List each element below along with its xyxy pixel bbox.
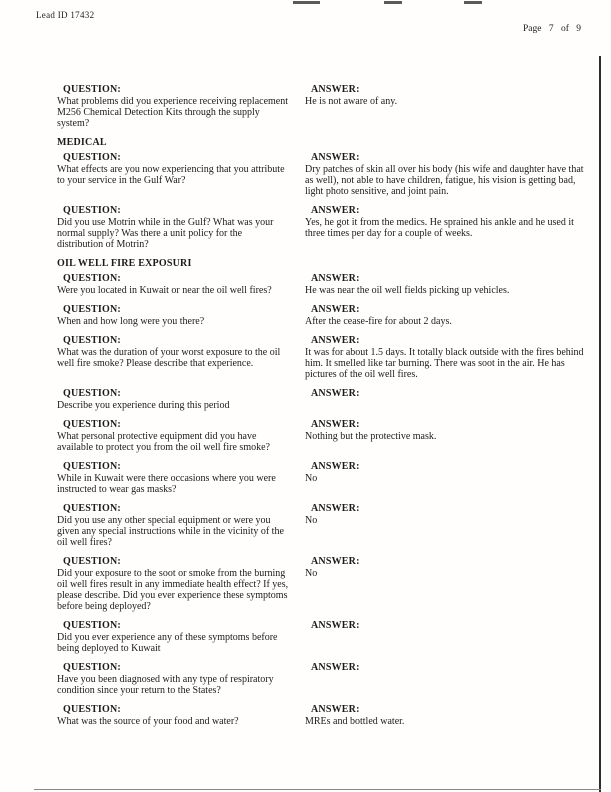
- question-text: Did you use any other special equipment or were you given any special instructions while in the vicinity of the oil well fires?: [57, 515, 284, 548]
- qa-row: [57, 304, 590, 327]
- question-text: Describe you experience during this period: [57, 400, 230, 411]
- question-cell: [57, 704, 305, 727]
- answer-label: ANSWER:: [311, 461, 360, 472]
- question-cell: [57, 419, 305, 453]
- qa-row: [57, 620, 590, 654]
- answer-label: ANSWER:: [311, 205, 360, 216]
- scan-artifact-mark: [384, 1, 402, 4]
- answer-cell: [305, 388, 590, 400]
- answer-label: ANSWER:: [311, 620, 360, 631]
- question-label: QUESTION:: [63, 388, 121, 399]
- answer-cell: [305, 704, 590, 727]
- qa-row: [57, 388, 590, 411]
- question-label: QUESTION:: [63, 556, 121, 567]
- answer-label: ANSWER:: [311, 419, 360, 430]
- answer-cell: [305, 662, 590, 674]
- question-text: When and how long were you there?: [57, 316, 205, 327]
- question-text: What personal protective equipment did you have available to protect you from the oil well fire smoke?: [57, 431, 270, 453]
- question-cell: [57, 304, 305, 327]
- answer-text: After the cease-fire for about 2 days.: [305, 316, 452, 327]
- answer-cell: [305, 273, 590, 296]
- answer-label: ANSWER:: [311, 84, 360, 95]
- answer-cell: [305, 205, 590, 239]
- answer-label: ANSWER:: [311, 503, 360, 514]
- answer-label: ANSWER:: [311, 152, 360, 163]
- question-label: QUESTION:: [63, 152, 121, 163]
- question-text: What effects are you now experiencing that you attribute to your service in the Gulf War?: [57, 164, 285, 186]
- question-cell: [57, 273, 305, 296]
- question-text: What problems did you experience receiving replacement M256 Chemical Detection Kits through the supply system?: [57, 96, 289, 129]
- qa-row: [57, 503, 590, 548]
- answer-label: ANSWER:: [311, 704, 360, 715]
- question-cell: [57, 620, 305, 654]
- scan-edge-line: [599, 56, 601, 792]
- question-text: Were you located in Kuwait or near the oil well fires?: [57, 285, 272, 296]
- question-text: Did you ever experience any of these symptoms before being deployed to Kuwait: [57, 632, 278, 654]
- question-text: Did you use Motrin while in the Gulf? What was your normal supply? Was there a unit policy for the distribution of Motrin?: [57, 217, 274, 250]
- question-label: QUESTION:: [63, 335, 121, 346]
- qa-sections: [57, 84, 590, 735]
- answer-text: Yes, he got it from the medics. He sprained his ankle and he used it three times per day for a couple of weeks.: [305, 217, 574, 239]
- qa-row: [57, 273, 590, 296]
- qa-row: [57, 419, 590, 453]
- answer-cell: [305, 461, 590, 484]
- answer-cell: [305, 304, 590, 327]
- answer-label: ANSWER:: [311, 304, 360, 315]
- scan-edge-line: [34, 789, 601, 790]
- question-label: QUESTION:: [63, 273, 121, 284]
- qa-row: [57, 704, 590, 727]
- question-cell: [57, 335, 305, 369]
- question-text: What was the source of your food and water?: [57, 716, 239, 727]
- answer-text: He was near the oil well fields picking up vehicles.: [305, 285, 510, 296]
- answer-text: No: [305, 515, 318, 526]
- answer-cell: [305, 620, 590, 632]
- qa-row: [57, 556, 590, 612]
- qa-row: [57, 84, 590, 129]
- qa-row: [57, 152, 590, 197]
- answer-cell: [305, 419, 590, 442]
- question-label: QUESTION:: [63, 704, 121, 715]
- scan-artifact-mark: [293, 1, 320, 4]
- question-label: QUESTION:: [63, 419, 121, 430]
- answer-cell: [305, 152, 590, 197]
- qa-row: [57, 205, 590, 250]
- scan-artifact-mark: [464, 1, 482, 4]
- question-cell: [57, 503, 305, 548]
- question-cell: [57, 84, 305, 129]
- question-label: QUESTION:: [63, 84, 121, 95]
- question-text: While in Kuwait were there occasions where you were instructed to wear gas masks?: [57, 473, 276, 495]
- answer-text: MREs and bottled water.: [305, 716, 405, 727]
- question-cell: [57, 461, 305, 495]
- question-cell: [57, 205, 305, 250]
- answer-text: Nothing but the protective mask.: [305, 431, 437, 442]
- answer-text: No: [305, 473, 318, 484]
- question-cell: [57, 152, 305, 186]
- question-label: QUESTION:: [63, 461, 121, 472]
- qa-row: [57, 662, 590, 696]
- question-text: What was the duration of your worst exposure to the oil well fire smoke? Please describe that experience.: [57, 347, 281, 369]
- lead-id: Lead ID 17432: [36, 10, 95, 20]
- question-label: QUESTION:: [63, 620, 121, 631]
- answer-text: No: [305, 568, 318, 579]
- question-text: Have you been diagnosed with any type of respiratory condition since your return to the States?: [57, 674, 274, 696]
- answer-label: ANSWER:: [311, 335, 360, 346]
- qa-row: [57, 461, 590, 495]
- answer-label: ANSWER:: [311, 388, 360, 399]
- answer-cell: [305, 84, 590, 107]
- answer-cell: [305, 503, 590, 526]
- question-label: QUESTION:: [63, 503, 121, 514]
- question-label: QUESTION:: [63, 662, 121, 673]
- answer-label: ANSWER:: [311, 662, 360, 673]
- answer-label: ANSWER:: [311, 273, 360, 284]
- question-cell: [57, 556, 305, 612]
- question-label: QUESTION:: [63, 205, 121, 216]
- answer-cell: [305, 556, 590, 579]
- answer-cell: [305, 335, 590, 380]
- answer-text: Dry patches of skin all over his body (his wife and daughter have that as well), not able to have children, fatigue, his vision is getting bad, light photo sensitive, and joint pain.: [305, 164, 584, 197]
- question-label: QUESTION:: [63, 304, 121, 315]
- section-heading: OIL WELL FIRE EXPOSURI: [57, 258, 192, 269]
- question-cell: [57, 388, 305, 411]
- page-number: Page 7 of 9: [523, 24, 582, 34]
- answer-text: He is not aware of any.: [305, 96, 398, 107]
- answer-text: It was for about 1.5 days. It totally black outside with the fires behind him. It smelled like tar burning. There was soot in the air. He has pictures of the oil well fires.: [305, 347, 584, 380]
- answer-label: ANSWER:: [311, 556, 360, 567]
- qa-row: [57, 335, 590, 380]
- question-cell: [57, 662, 305, 696]
- section-heading: MEDICAL: [57, 137, 107, 148]
- question-text: Did your exposure to the soot or smoke from the burning oil well fires result in any immediate health effect? If yes, please describe. Did you ever experience these symptoms before being deployed?: [57, 568, 289, 612]
